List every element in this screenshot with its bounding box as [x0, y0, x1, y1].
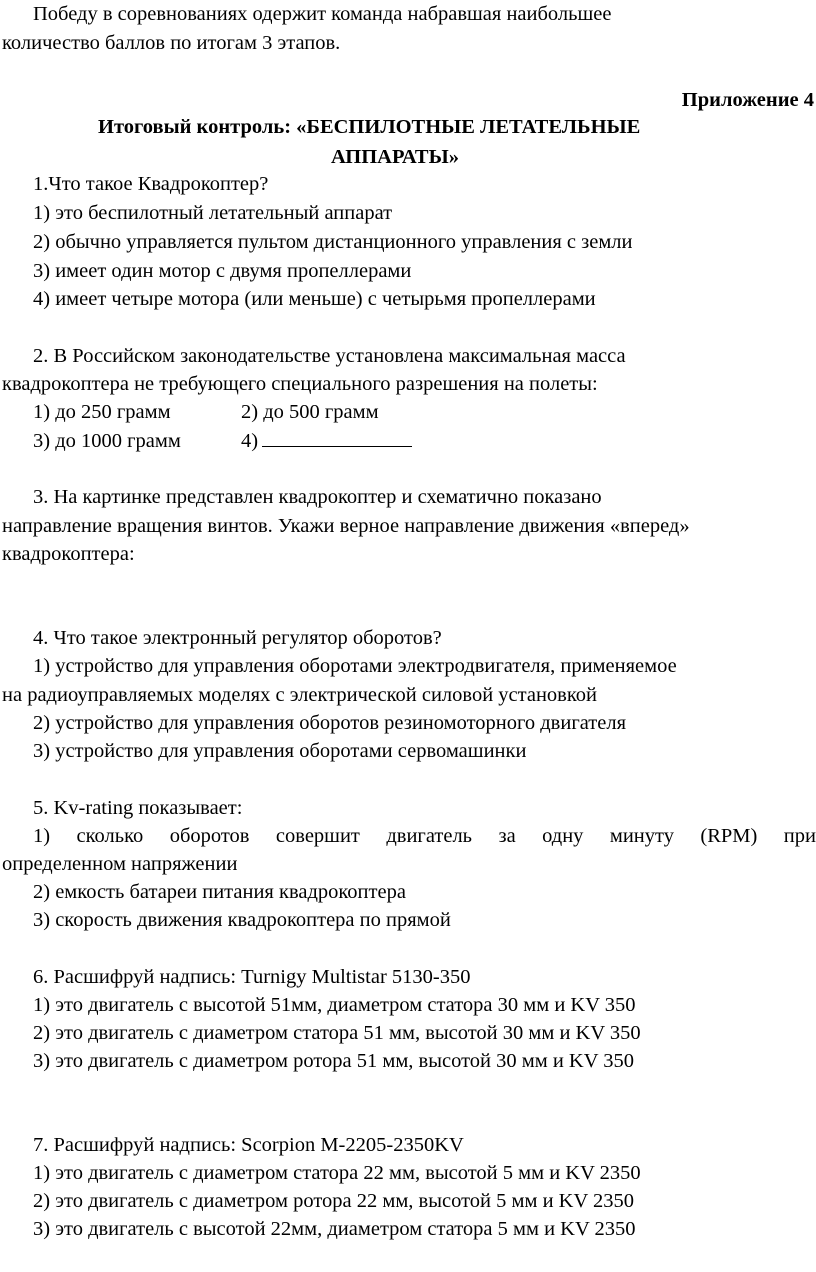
- q4-option-2: 2) устройство для управления оборотов резиномоторного двигателя: [33, 712, 627, 734]
- q1-option-1: 1) это беспилотный летательный аппарат: [33, 202, 393, 224]
- q5-option-1-line-2: определенном напряжении: [2, 853, 238, 875]
- title-line-1: Итоговый контроль: «БЕСПИЛОТНЫЕ ЛЕТАТЕЛЬНЫЕ: [98, 116, 641, 138]
- q1-text: 1.Что такое Квадрокоптер?: [33, 173, 269, 195]
- q4-text: 4. Что такое электронный регулятор оборотов?: [33, 627, 442, 649]
- q4-option-1-line-2: на радиоуправляемых моделях с электрической силовой установкой: [2, 684, 597, 706]
- intro-line-2: количество баллов по итогам 3 этапов.: [2, 32, 341, 54]
- q5-option-1-line-1: 1) сколько оборотов совершит двигатель за одну минуту (RPM) при: [33, 825, 816, 847]
- q2-text-line-2: квадрокоптера не требующего специального разрешения на полеты:: [2, 373, 598, 395]
- q5-text: 5. Kv-rating показывает:: [33, 797, 243, 819]
- q2-option-3: 3) до 1000 грамм: [33, 430, 181, 452]
- q7-option-2: 2) это двигатель с диаметром ротора 22 мм, высотой 5 мм и KV 2350: [33, 1190, 635, 1212]
- q7-option-3: 3) это двигатель с высотой 22мм, диаметром статора 5 мм и KV 2350: [33, 1218, 636, 1240]
- q4-option-1-line-1: 1) устройство для управления оборотами электродвигателя, применяемое: [33, 655, 677, 677]
- answer-blank-line: [262, 428, 412, 447]
- q7-text: 7. Расшифруй надпись: Scorpion M-2205-2350KV: [33, 1134, 464, 1156]
- q6-option-3: 3) это двигатель с диаметром ротора 51 мм, высотой 30 мм и KV 350: [33, 1050, 635, 1072]
- q6-text: 6. Расшифруй надпись: Turnigy Multistar 5130-350: [33, 966, 471, 988]
- q2-option-4: [241, 427, 412, 455]
- q2-option-1: 1) до 250 грамм: [33, 401, 171, 423]
- q3-text-line-1: 3. На картинке представлен квадрокоптер и схематично показано: [33, 486, 602, 508]
- q5-option-3: 3) скорость движения квадрокоптера по прямой: [33, 909, 451, 931]
- q3-text-line-2: направление вращения винтов. Укажи верное направление движения «вперед»: [2, 515, 690, 537]
- intro-line-1: Победу в соревнованиях одержит команда набравшая наибольшее: [33, 3, 612, 25]
- q4-option-3: 3) устройство для управления оборотами сервомашинки: [33, 740, 527, 762]
- q5-option-2: 2) емкость батареи питания квадрокоптера: [33, 881, 406, 903]
- q6-option-1: 1) это двигатель с высотой 51мм, диаметром статора 30 мм и KV 350: [33, 994, 636, 1016]
- q2-option-4-label: 4): [241, 430, 259, 452]
- q1-option-4: 4) имеет четыре мотора (или меньше) с четырьмя пропеллерами: [33, 288, 596, 310]
- q2-option-2: 2) до 500 грамм: [241, 401, 379, 423]
- q1-option-2: 2) обычно управляется пультом дистанционного управления с земли: [33, 231, 633, 253]
- q6-option-2: 2) это двигатель с диаметром статора 51 мм, высотой 30 мм и KV 350: [33, 1022, 641, 1044]
- q7-option-1: 1) это двигатель с диаметром статора 22 мм, высотой 5 мм и KV 2350: [33, 1162, 641, 1184]
- q3-text-line-3: квадрокоптера:: [2, 543, 135, 565]
- title-line-2: АППАРАТЫ»: [331, 146, 459, 168]
- q1-option-3: 3) имеет один мотор с двумя пропеллерами: [33, 260, 412, 282]
- appendix-label: Приложение 4: [681, 89, 814, 111]
- q2-text-line-1: 2. В Российском законодательстве установлена максимальная масса: [33, 345, 626, 367]
